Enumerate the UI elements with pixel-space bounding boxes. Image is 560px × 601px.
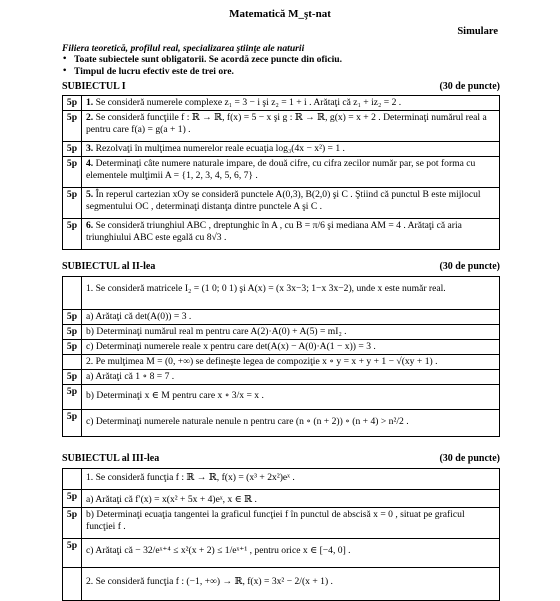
item-score: 5p [63,340,82,355]
s2-item-1a: a) Arătaţi că det(A(0)) = 3 . [82,310,500,325]
item-score: 5p [63,385,82,410]
section-header-2 [62,261,500,274]
s3-item-1a: a) Arătaţi că f′(x) = x(x² + 5x + 4)eˣ, x ∈ ℝ . [82,490,500,508]
simulare-label: Simulare [457,26,498,37]
section-header-1 [62,81,500,94]
section-title: SUBIECTUL I [62,81,126,92]
s2-item-2c: c) Determinaţi numerele naturale nenule n pentru care (n ∘ (n + 2)) ∘ (n + 4) > n²/2 . [82,410,500,437]
section-3-table [62,468,500,601]
filiera-text: Filiera teoretică, profilul real, specializarea ştiinţe ale naturii [62,43,305,54]
section-header-3 [62,453,500,466]
page-title: Matematică M_şt-nat [229,8,331,20]
item-score: 5p [63,325,82,340]
s3-problem-1: 1. Se consideră funcţia f : ℝ → ℝ, f(x) = (x³ + 2x²)eˣ . [82,469,500,490]
section-points: (30 de puncte) [439,261,500,272]
s2-problem-1: 1. Se consideră matricele I₂ = (1 0; 0 1) şi A(x) = (x 3x−3; 1−x 3x−2), unde x este număr real. [82,277,500,310]
section-2-table [62,276,500,437]
item-score: 5p [63,111,82,142]
s2-item-2a: a) Arătaţi că 1 ∘ 8 = 7 . [82,370,500,385]
s1-item-3: 3. Rezolvaţi în mulţimea numerelor reale ecuaţia log₃(4x − x²) = 1 . [82,142,500,157]
item-score: 5p [63,96,82,111]
s1-item-1: 1. Se consideră numerele complexe z₁ = 3 − i şi z₂ = 1 + i . Arătaţi că z₁ + iz₂ = 2 . [82,96,500,111]
s1-item-5: 5. În reperul cartezian xOy se consideră punctele A(0,3), B(2,0) şi C . Ştiind că punctul B este mijlocul segmentului OC , determinaţi distanţa dintre punctele A şi C . [82,188,500,219]
s1-item-2: 2. Se consideră funcţiile f : ℝ → ℝ, f(x) = 5 − x şi g : ℝ → ℝ, g(x) = x + 2 . Determinaţi numărul real a pentru care f(a) = g(a + 1) . [82,111,500,142]
section-points: (30 de puncte) [439,81,500,92]
s2-item-2b: b) Determinaţi x ∈ M pentru care x ∘ 3/x = x . [82,385,500,410]
s2-item-1c: c) Determinaţi numerele reale x pentru care det(A(x) − A(0)·A(1 − x)) = 3 . [82,340,500,355]
item-score: 5p [63,219,82,250]
s2-problem-2: 2. Pe mulţimea M = (0, +∞) se defineşte legea de compoziţie x ∘ y = x + y + 1 − √(xy + 1) . [82,355,500,370]
item-score: 5p [63,410,82,437]
item-score: 5p [63,490,82,508]
item-score: 5p [63,539,82,568]
item-score: 5p [63,310,82,325]
s1-item-6: 6. Se consideră triunghiul ABC , dreptunghic în A , cu B = π/6 şi mediana AM = 4 . Arătaţi că aria triunghiului ABC este egală cu 8√3 . [82,219,500,250]
item-score: 5p [63,188,82,219]
instruction-item: • Timpul de lucru efectiv este de trei ore. [62,66,502,78]
section-title: SUBIECTUL al III-lea [62,453,160,464]
item-score: 5p [63,508,82,539]
section-1-table [62,95,500,250]
s3-problem-2: 2. Se consideră funcţia f : (−1, +∞) → ℝ, f(x) = 3x² − 2/(x + 1) . [82,568,500,601]
item-score: 5p [63,157,82,188]
instruction-item: • Toate subiectele sunt obligatorii. Se acordă zece puncte din oficiu. [62,54,502,66]
s3-item-1b: b) Determinaţi ecuaţia tangentei la graficul funcţiei f în punctul de abscisă x = 0 , situat pe graficul funcţiei f . [82,508,500,539]
section-title: SUBIECTUL al II-lea [62,261,156,272]
s3-item-1c: c) Arătaţi că − 32/eˣ⁺⁴ ≤ x²(x + 2) ≤ 1/eˣ⁺¹ , pentru orice x ∈ [−4, 0] . [82,539,500,568]
instructions-list [62,54,502,78]
s2-item-1b: b) Determinaţi numărul real m pentru care A(2)·A(0) + A(5) = mI₂ . [82,325,500,340]
item-score: 5p [63,370,82,385]
section-points: (30 de puncte) [439,453,500,464]
s1-item-4: 4. Determinaţi câte numere naturale impare, de două cifre, cu cifra zecilor număr par, se pot forma cu elementele mulţimii A = {1, 2, 3, 4, 5, 6, 7} . [82,157,500,188]
item-score: 5p [63,142,82,157]
